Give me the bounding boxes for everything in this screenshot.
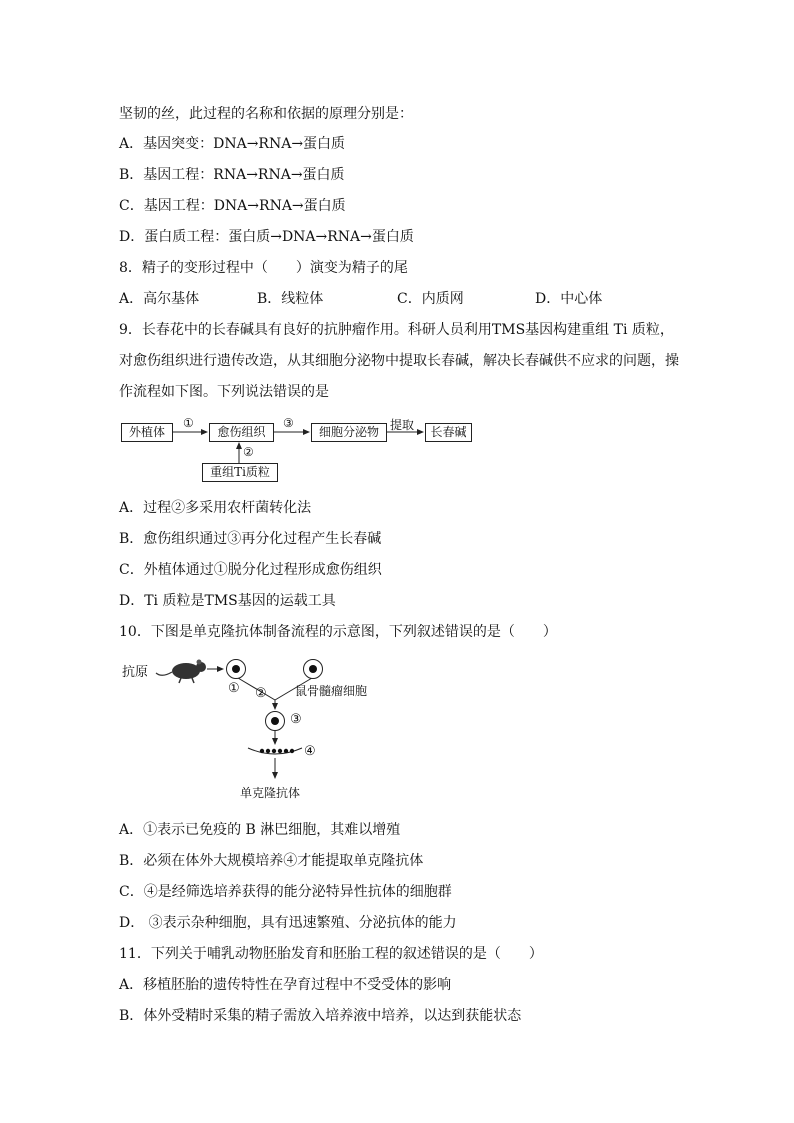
q9-option-d: D．Ti 质粒是TMS基因的运载工具 [119,593,336,609]
mouse-icon [156,660,206,684]
q10-option-c: C．④是经筛选培养获得的能分泌特异性抗体的细胞群 [119,884,452,900]
q9-option-c: C．外植体通过①脱分化过程形成愈伤组织 [119,562,382,578]
q11-option-b: B．体外受精时采集的精子需放入培养液中培养，以达到获能状态 [119,1008,522,1024]
q10-option-d: D． ③表示杂种细胞，具有迅速繁殖、分泌抗体的能力 [119,915,457,931]
b-lymphocyte-cell [226,659,246,679]
q8-option-c: C．内质网 [397,291,464,307]
q11-option-a: A．移植胚胎的遗传特性在孕育过程中不受受体的影响 [119,977,452,993]
box-cell-secretion: 细胞分泌物 [311,423,387,442]
label-3: ③ [290,712,302,727]
q8-option-d: D．中心体 [535,291,603,307]
question9-stem-3: 作流程如下图。下列说法错误的是 [119,384,329,400]
q8-option-b: B．线粒体 [257,291,324,307]
q7-option-a: A．基因突变：DNA→RNA→蛋白质 [119,136,346,152]
q9-option-b: B．愈伤组织通过③再分化过程产生长春碱 [119,531,382,547]
q8-option-a: A．高尔基体 [119,291,200,307]
q9-option-a: A．过程②多采用农杆菌转化法 [119,500,312,516]
label-4: ④ [304,744,316,759]
q7-option-b: B．基因工程：RNA→RNA→蛋白质 [119,167,345,183]
antibody-label: 单克隆抗体 [240,786,301,800]
question9-stem-2: 对愈伤组织进行遗传改造，从其细胞分泌物中提取长春碱，解决长春碱供不应求的问题，操 [119,353,679,369]
label-1: ① [228,681,240,696]
myeloma-label: 鼠骨髓瘤细胞 [295,684,368,698]
box-explant: 外植体 [121,423,173,442]
question9-stem-1: 9．长春花中的长春碱具有良好的抗肿瘤作用。科研人员利用TMS基因构建重组 Ti 质粒， [119,322,674,338]
box-vinblastine: 长春碱 [425,423,472,442]
step-2-label: ② [243,445,254,459]
q10-option-b: B．必须在体外大规模培养④才能提取单克隆抗体 [119,853,424,869]
q7-option-c: C．基因工程：DNA→RNA→蛋白质 [119,198,346,214]
q7-option-d: D．蛋白质工程：蛋白质→DNA→RNA→蛋白质 [119,229,414,245]
step-1-label: ① [183,416,194,430]
box-recombinant-ti-plasmid: 重组Ti质粒 [202,463,278,482]
question7-stem-tail: 坚韧的丝，此过程的名称和依据的原理分别是： [119,106,413,122]
extract-label: 提取 [390,418,415,432]
q10-option-a: A．①表示已免疫的 B 淋巴细胞，其难以增殖 [119,822,401,838]
step-3-label: ③ [283,416,294,430]
label-2: ② [255,686,267,701]
antigen-label: 抗原 [122,665,149,680]
question10-stem: 10．下图是单克隆抗体制备流程的示意图，下列叙述错误的是（ ） [119,624,557,640]
myeloma-cell [303,659,323,679]
question8-stem: 8．精子的变形过程中（ ）演变为精子的尾 [119,260,408,276]
box-callus: 愈伤组织 [209,423,274,442]
hybridoma-cell [265,711,285,731]
question11-stem: 11．下列关于哺乳动物胚胎发育和胚胎工程的叙述错误的是（ ） [119,946,543,962]
